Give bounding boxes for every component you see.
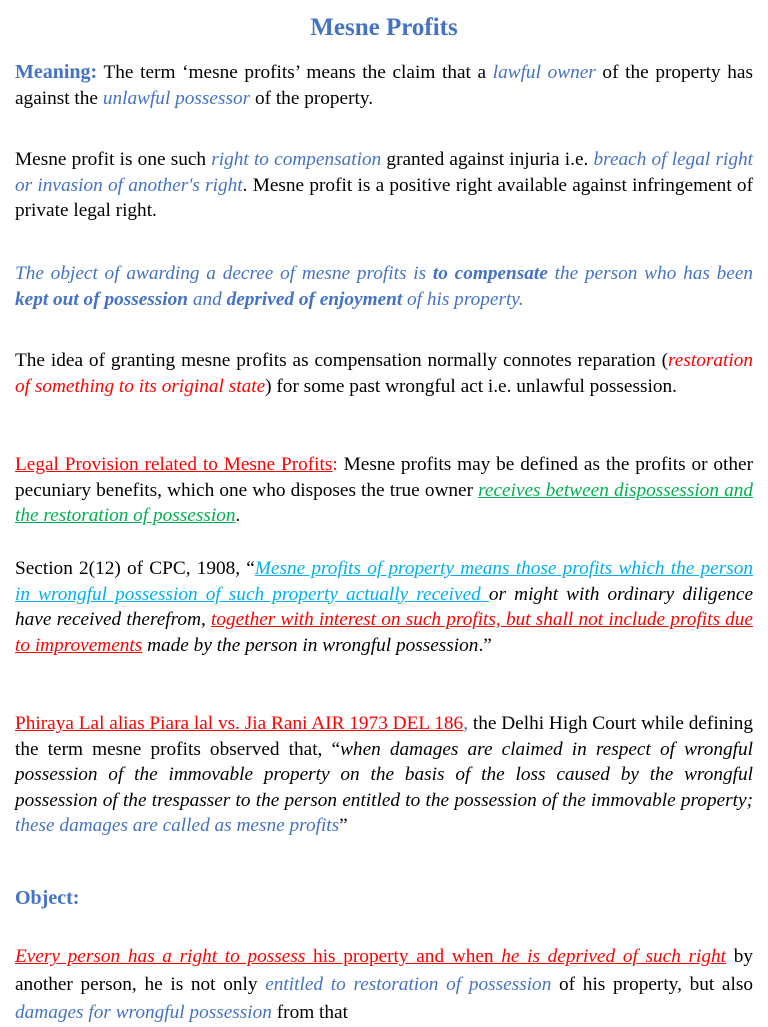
p7-quote-2: these damages are called as mesne profits [15,815,340,836]
p3-text-1: The object of awarding a decree of mesne profits is [15,263,433,284]
legal-provision-heading: Legal Provision related to Mesne Profits [15,454,333,475]
p4-text-2: ) for some past wrongful act i.e. unlawful possession. [265,375,677,397]
meaning-emphasis-2: unlawful possessor [102,87,251,109]
legal-provision-colon: : [332,454,338,475]
p8-blue-1: entitled to restoration of possession [265,974,552,995]
p3-bold-3: deprived of enjoyment [226,288,403,310]
p2-text-1: Mesne profit is one such [15,149,212,170]
p3-text-4: of his property. [402,288,524,310]
p7-quote-1: when damages are claimed in respect of wrongful possession of the immovable property on the basis of the loss caused by the wrongful possession of the trespasser to the person entitled to the possession of the immovable property; [15,738,753,811]
p2-emphasis-1: right to compensation [211,149,382,170]
reparation-paragraph [15,348,753,399]
p6-text-3: made by the person in wrongful possession [142,634,479,656]
meaning-text-2: of the property has against the [15,62,753,109]
p3-text-3: and [188,288,227,310]
p2-emphasis-2: breach of legal right or invasion of another's right [15,149,753,196]
p8-blue-2: damages for wrongful possession [15,1002,272,1023]
p6-text-2: or might with ordinary diligence have received therefrom, [15,583,754,630]
p5-text-1: Mesne profits may be defined as the profits or other pecuniary benefits, which one who disposes the true owner [15,454,753,501]
meaning-paragraph [15,60,753,111]
p8-text-1: by another person, he is not only [15,946,754,995]
case-comma: , [463,713,469,734]
case-citation: Phiraya Lal alias Piara lal vs. Jia Rani AIR 1973 DEL 186 [15,713,464,734]
p4-emphasis-1: restoration of something to its original state [15,350,753,397]
meaning-label: Meaning: [15,61,98,83]
meaning-text-3: of the property. [250,87,374,109]
object-heading: Object: [15,887,80,909]
p3-bold-1: to compensate [432,263,548,284]
meaning-emphasis-1: lawful owner [492,62,596,83]
meaning-text-1: The term ‘mesne profits’ means the claim that a [97,62,493,83]
p5-green-emphasis: receives between dispossession and the restoration of possession [15,479,753,526]
p8-text-3: from that [271,1002,348,1023]
p2-text-2: granted against injuria i.e. [381,149,594,170]
p3-bold-2: kept out of possession [15,288,189,310]
p4-text-1: The idea of granting mesne profits as compensation normally connotes reparation ( [15,350,668,371]
object-heading-block [15,886,753,912]
p5-text-2: . [235,505,241,526]
p6-cyan-quote: Mesne profits of property means those profits which the person in wrongful possession of such property actually received [15,558,753,605]
p8-red-2: his property and when [305,946,502,967]
p8-text-2: of his property, but also [551,974,753,995]
p7-text-2: ” [339,815,348,836]
object-paragraph [15,943,753,1027]
p2-text-3: . Mesne profit is a positive right available against infringement of private legal right. [15,174,753,221]
page-title: Mesne Profits [310,14,458,41]
p3-text-2: the person who has been [547,263,754,284]
object-of-decree-paragraph [15,261,753,312]
section-definition-paragraph [15,556,753,658]
p6-text-1: Section 2(12) of CPC, 1908, “ [15,558,255,579]
p7-text-1: the Delhi High Court while defining the term mesne profits observed that, “ [15,713,753,760]
p6-text-4: .” [478,634,492,656]
compensation-paragraph [15,147,753,224]
p8-red-1: Every person has a right to possess [15,946,306,967]
p6-red-quote: together with interest on such profits, but shall not include profits due to improvements [15,609,753,656]
p8-red-3: he is deprived of such right [501,946,727,967]
legal-provision-paragraph [15,452,753,529]
case-law-paragraph [15,711,753,839]
